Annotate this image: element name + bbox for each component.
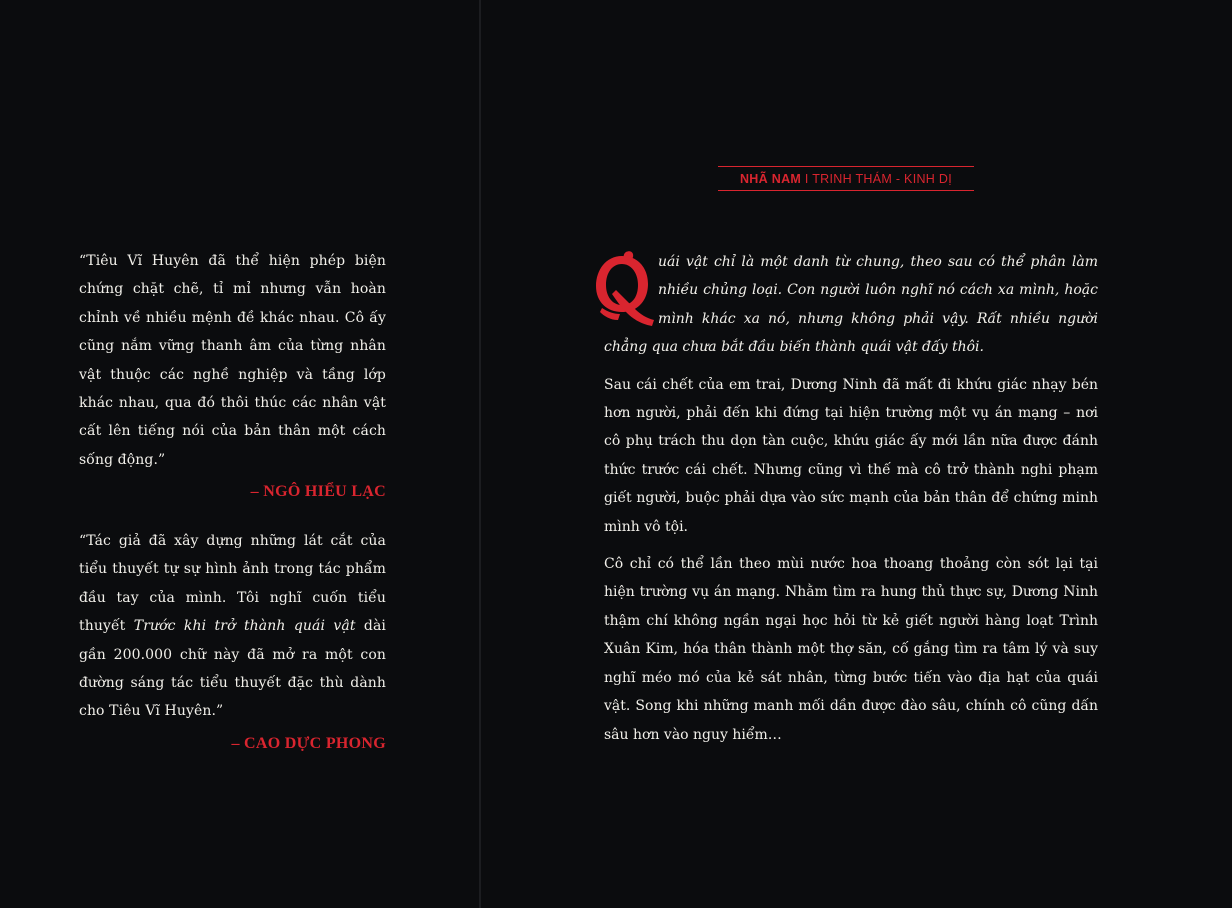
book-blurb [604, 248, 1098, 758]
publisher-name: NHÃ NAM [739, 172, 802, 186]
blurb-intro-text: uái vật chỉ là một danh từ chung, theo sau có thể phân làm nhiều chủng loại. Con người luôn nghĩ nó cách xa mình, hoặc mình khác xa nó, nhưng không phải vậy. Rất nhiều người chẳng qua chưa bắt đầu biến thành quái vật đấy thôi. [604, 254, 1098, 356]
review-quote-2-author: – CAO DỰC PHONG [231, 734, 386, 752]
header-separator: I [801, 172, 813, 186]
dropcap-q-icon [592, 250, 656, 328]
review-quote-1 [79, 247, 386, 501]
review-quote-1-text: “Tiêu Vĩ Huyên đã thể hiện phép biện chứng chặt chẽ, tỉ mỉ nhưng vẫn hoàn chỉnh về nhiều mệnh đề khác nhau. Cô ấy cũng nắm vững thanh âm của từng nhân vật thuộc các nghề nghiệp và tầng lớp khác nhau, qua đó thôi thúc các nhân vật cất lên tiếng nói của bản thân một cách sống động.” [79, 253, 386, 468]
blurb-paragraph-1: Sau cái chết của em trai, Dương Ninh đã mất đi khứu giác nhạy bén hơn người, phải đến khi đứng tại hiện trường một vụ án mạng – nơi cô phụ trách thu dọn tàn cuộc, khứu giác ấy mới lần nữa được đánh thức trước cái chết. Nhưng cũng vì thế mà cô trở thành nghi phạm giết người, buộc phải dựa vào sức mạnh của bản thân để chứng minh mình vô tội. [604, 376, 1098, 535]
review-quote-1-author: – NGÔ HIỂU LẠC [250, 483, 386, 501]
book-title-italic: Trước khi trở thành quái vật [133, 618, 356, 635]
series-category: TRINH THÁM - KINH DỊ [812, 172, 952, 186]
blurb-paragraph-2: Cô chỉ có thể lần theo mùi nước hoa thoang thoảng còn sót lại tại hiện trường vụ án mạng. Nhằm tìm ra hung thủ thực sự, Dương Ninh thậm chí không ngần ngại học hỏi từ kẻ giết người hàng loạt Trình Xuân Kim, hóa thân thành một thợ săn, cố gắng tìm ra tâm lý và suy nghĩ méo mó của kẻ sát nhân, từng bước tiến vào địa hạt của quái vật. Song khi những manh mối dần được đào sâu, chính cô cũng dấn sâu hơn vào nguy hiểm… [604, 556, 1098, 743]
blurb-intro [604, 248, 1098, 362]
review-quote-2-text: “Tác giả đã xây dựng những lát cắt của tiểu thuyết tự sự hình ảnh trong tác phẩm đầu tay của mình. Tôi nghĩ cuốn tiểu thuyết Trước khi trở thành quái vật dài gần 200.000 chữ này đã mở ra một con đường sáng tác tiểu thuyết đặc thù dành cho Tiêu Vĩ Huyên.” [79, 533, 386, 720]
series-header [718, 166, 974, 191]
review-quote-2 [79, 527, 386, 753]
